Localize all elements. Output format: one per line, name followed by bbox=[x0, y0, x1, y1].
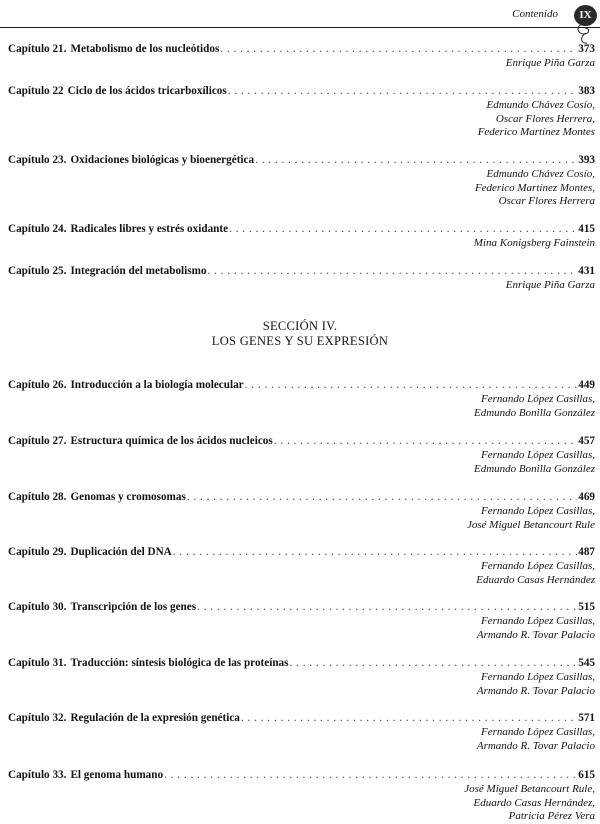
page-number: 415 bbox=[578, 223, 595, 235]
dot-leader bbox=[208, 264, 578, 278]
header-rule bbox=[0, 27, 600, 28]
author-name: Enrique Piña Garza bbox=[505, 57, 595, 69]
author-list bbox=[8, 168, 595, 209]
author-list bbox=[8, 99, 595, 140]
page-number: 449 bbox=[578, 379, 595, 391]
toc-entry[interactable] bbox=[8, 378, 595, 420]
dot-leader bbox=[228, 84, 577, 98]
author-name: Eduardo Casas Hernández bbox=[476, 573, 595, 586]
chapter-title: Metabolismo de los nucleótidos bbox=[70, 43, 220, 55]
dot-leader bbox=[290, 656, 578, 670]
chapter-title: Introducción a la biología molecular bbox=[70, 379, 244, 391]
author-name: Fernando López Casillas, bbox=[481, 560, 595, 572]
chapter-title: Duplicación del DNA bbox=[70, 546, 172, 558]
page-number: 383 bbox=[578, 85, 595, 97]
chapter-label: Capítulo 21. bbox=[8, 43, 67, 55]
chapter-label: Capítulo 28. bbox=[8, 491, 67, 503]
author-name: Armando R. Tovar Palacio bbox=[476, 739, 595, 752]
author-name: Fernando López Casillas, bbox=[481, 505, 595, 517]
dot-leader bbox=[229, 222, 577, 236]
author-name: Edmundo Bonilla González bbox=[474, 406, 595, 419]
chapter-label: Capítulo 23. bbox=[8, 154, 67, 166]
author-name: Oscar Flores Herrera bbox=[498, 195, 595, 207]
dot-leader bbox=[241, 711, 577, 725]
toc-entry[interactable] bbox=[8, 42, 595, 71]
page-number: 457 bbox=[578, 435, 595, 447]
author-name: Enrique Piña Garza bbox=[505, 279, 595, 291]
chapter-label: Capítulo 25. bbox=[8, 265, 67, 277]
author-name: Federico Martínez Montes bbox=[477, 126, 595, 138]
chapter-label: Capítulo 24. bbox=[8, 223, 67, 235]
page-number: 431 bbox=[578, 265, 595, 277]
toc-entry[interactable] bbox=[8, 600, 595, 642]
toc-entry[interactable] bbox=[8, 84, 595, 140]
page-number-badge: IX bbox=[574, 5, 597, 26]
chapter-title: Genomas y cromosomas bbox=[70, 491, 186, 503]
author-list bbox=[8, 726, 595, 753]
toc-entry[interactable] bbox=[8, 264, 595, 293]
author-name: Eduardo Casas Hernández, bbox=[473, 796, 595, 809]
chapter-label: Capítulo 27. bbox=[8, 435, 67, 447]
section-title: LOS GENES Y SU EXPRESIÓN bbox=[211, 334, 389, 348]
author-name: Fernando López Casillas, bbox=[481, 671, 595, 683]
chapter-title: Regulación de la expresión genética bbox=[70, 712, 240, 724]
dot-leader bbox=[274, 434, 577, 448]
chapter-label: Capítulo 22 bbox=[8, 85, 64, 97]
author-list bbox=[8, 505, 595, 532]
author-name: Fernando López Casillas, bbox=[481, 449, 595, 461]
chapter-label: Capítulo 30. bbox=[8, 601, 67, 613]
author-name: Armando R. Tovar Palacio bbox=[476, 684, 595, 697]
chapter-title: Ciclo de los ácidos tricarboxílicos bbox=[67, 85, 227, 97]
toc-entry[interactable] bbox=[8, 711, 595, 753]
page-number: 545 bbox=[578, 657, 595, 669]
author-name: José Miguel Betancourt Rule, bbox=[464, 783, 595, 795]
author-name: Armando R. Tovar Palacio bbox=[476, 628, 595, 641]
toc-entry[interactable] bbox=[8, 545, 595, 587]
chapter-title: Traducción: síntesis biológica de las proteínas bbox=[70, 657, 289, 669]
toc-entry[interactable] bbox=[8, 768, 595, 824]
dot-leader bbox=[245, 378, 578, 392]
page-number: 469 bbox=[578, 491, 595, 503]
author-name: Edmundo Bonilla González bbox=[474, 462, 595, 475]
chapter-title: El genoma humano bbox=[70, 769, 164, 781]
author-name: Oscar Flores Herrera, bbox=[495, 112, 595, 125]
author-list bbox=[8, 237, 595, 251]
author-name: Edmundo Chávez Cosío, bbox=[486, 99, 595, 111]
toc-entry[interactable] bbox=[8, 153, 595, 209]
chapter-title: Integración del metabolismo bbox=[70, 265, 207, 277]
running-header-label: Contenido bbox=[512, 8, 558, 20]
dot-leader bbox=[220, 42, 577, 56]
dot-leader bbox=[164, 768, 577, 782]
chapter-label: Capítulo 32. bbox=[8, 712, 67, 724]
chapter-label: Capítulo 31. bbox=[8, 657, 67, 669]
author-list bbox=[8, 449, 595, 476]
author-name: Federico Martínez Montes, bbox=[474, 181, 595, 194]
author-name: Fernando López Casillas, bbox=[481, 615, 595, 627]
chapter-label: Capítulo 26. bbox=[8, 379, 67, 391]
author-list bbox=[8, 279, 595, 293]
chapter-title: Transcripción de los genes bbox=[70, 601, 197, 613]
author-name: Fernando López Casillas, bbox=[481, 393, 595, 405]
toc-entry[interactable] bbox=[8, 656, 595, 698]
author-list bbox=[8, 560, 595, 587]
page-header bbox=[0, 0, 600, 28]
page-number: 615 bbox=[578, 769, 595, 781]
author-list bbox=[8, 57, 595, 71]
author-name: Mina Konigsberg Fainstein bbox=[473, 237, 595, 249]
author-name: Patricia Pérez Vera bbox=[508, 810, 595, 822]
page-number: 487 bbox=[578, 546, 595, 558]
page-number: 515 bbox=[578, 601, 595, 613]
page-number: 373 bbox=[578, 43, 595, 55]
author-name: Edmundo Chávez Cosío, bbox=[486, 168, 595, 180]
chapter-title: Radicales libres y estrés oxidante bbox=[70, 223, 229, 235]
author-name: Fernando López Casillas, bbox=[481, 726, 595, 738]
chapter-label: Capítulo 29. bbox=[8, 546, 67, 558]
page-number: 393 bbox=[578, 154, 595, 166]
author-list bbox=[8, 783, 595, 824]
section-heading bbox=[0, 319, 600, 349]
page-number: 571 bbox=[578, 712, 595, 724]
section-number: SECCIÓN IV. bbox=[262, 319, 338, 333]
author-list bbox=[8, 393, 595, 420]
author-name: José Miguel Betancourt Rule bbox=[467, 518, 595, 531]
toc-entry[interactable] bbox=[8, 222, 595, 251]
dot-leader bbox=[187, 490, 577, 504]
chapter-title: Estructura química de los ácidos nucleicos bbox=[70, 435, 273, 447]
author-list bbox=[8, 615, 595, 642]
chapter-title: Oxidaciones biológicas y bioenergética bbox=[70, 154, 255, 166]
toc-entry[interactable] bbox=[8, 490, 595, 532]
dot-leader bbox=[197, 600, 577, 614]
dot-leader bbox=[255, 153, 577, 167]
chapter-label: Capítulo 33. bbox=[8, 769, 67, 781]
dot-leader bbox=[173, 545, 577, 559]
toc-entry[interactable] bbox=[8, 434, 595, 476]
author-list bbox=[8, 671, 595, 698]
